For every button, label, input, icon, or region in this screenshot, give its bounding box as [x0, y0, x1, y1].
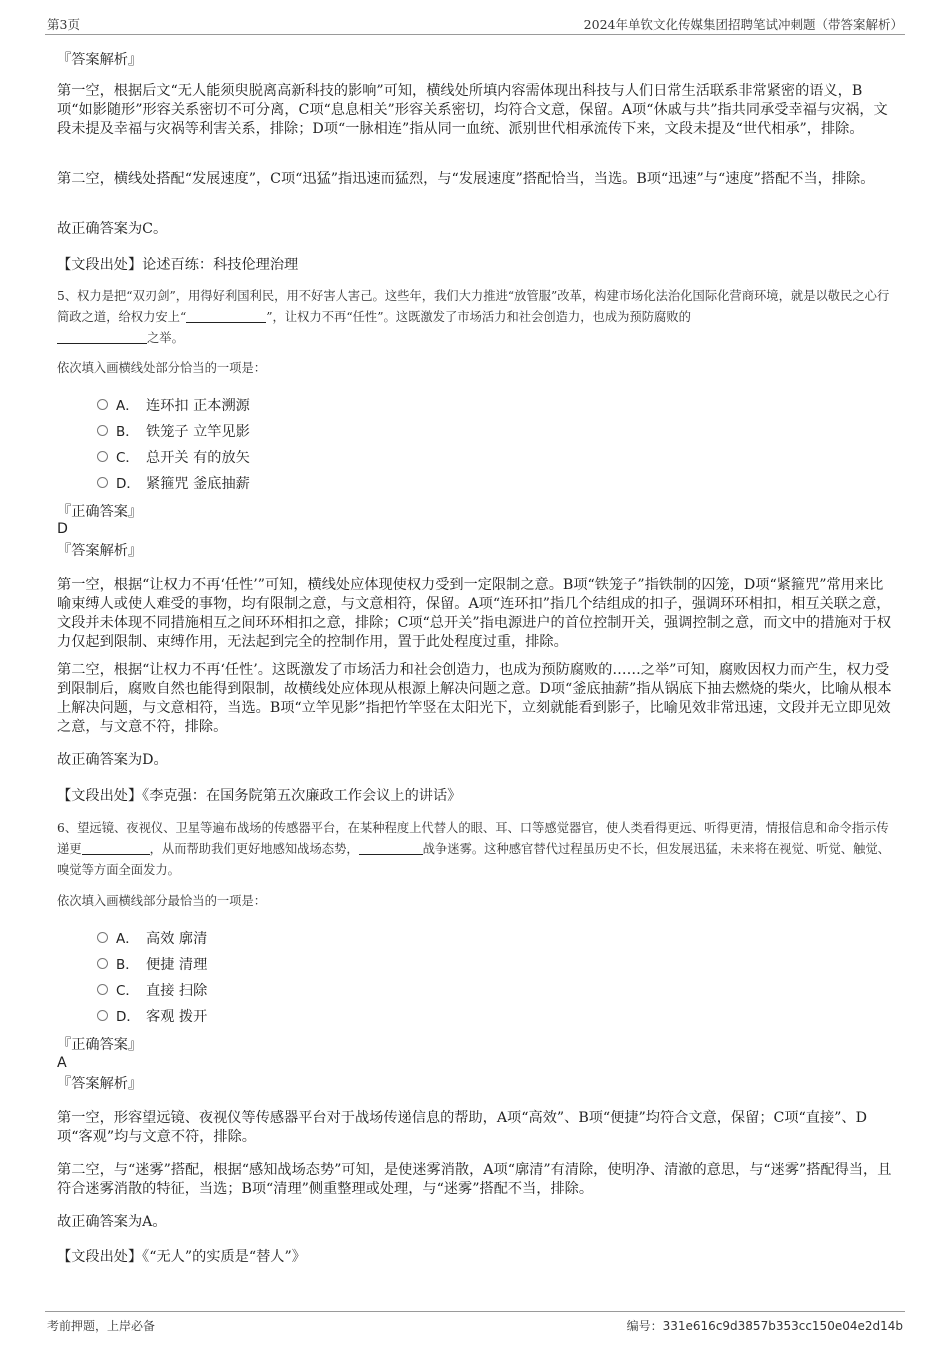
page-footer — [45, 1311, 905, 1340]
conclusion: 故正确答案为D。 — [57, 752, 168, 768]
analysis-para: 第一空，根据“让权力不再‘任性’”可知，横线处应体现使权力受到一定限制之意。B项“铁笼子”指铁制的囚笼，D项“紧箍咒”常用来比喻束缚人或使人难受的事物，均有限制之意，与文意相符，保留。A项“连环扣”指几个结组成的扣子，强调环环相扣，相互关联之意，文段并未体现不同措施相互之间环环相扣之意，排除；C项“总开关”指电源进户的首位控制开关，强调控制之意，而文中的措施对于权力仅起到限制、束缚作用，无法起到完全的控制作用，置于此处程度过重，排除。 — [57, 577, 892, 650]
analysis-para: 第二空，横线处搭配“发展速度”，C项“迅猛”指迅速而猛烈，与“发展速度”搭配恰当，当选。B项“迅速”与“速度”搭配不当，排除。 — [57, 171, 875, 187]
radio-icon[interactable] — [97, 1010, 108, 1021]
analysis-para: 第一空，形容望远镜、夜视仪等传感器平台对于战场传递信息的帮助，A项“高效”、B项“便捷”均符合文意，保留；C项“直接”、D项“客观”均与文意不符，排除。 — [57, 1110, 867, 1145]
analysis-label: 『答案解析』 — [57, 52, 143, 68]
page-header — [45, 14, 905, 35]
option-d[interactable]: D． 紧箍咒 釜底抽薪 — [97, 475, 250, 494]
option-b[interactable]: B． 便捷 清理 — [97, 956, 207, 975]
correct-answer: D — [57, 521, 68, 537]
radio-icon[interactable] — [97, 984, 108, 995]
answer-blank — [82, 840, 150, 855]
radio-icon[interactable] — [97, 451, 108, 462]
answer-blank — [186, 308, 266, 323]
correct-answer: A — [57, 1055, 67, 1071]
source-citation: 【文段出处】《“无人”的实质是“替人”》 — [57, 1249, 306, 1265]
source-citation: 【文段出处】论述百练：科技伦理治理 — [57, 257, 299, 273]
option-b[interactable]: B． 铁笼子 立竿见影 — [97, 423, 250, 442]
option-d[interactable]: D． 客观 拨开 — [97, 1008, 207, 1027]
option-c[interactable]: C． 总开关 有的放矢 — [97, 449, 250, 468]
option-a[interactable]: A． 连环扣 正本溯源 — [97, 397, 250, 416]
question-stem: 6、望远镜、夜视仪、卫星等遍布战场的传感器平台，在某种程度上代替人的眼、耳、口等感觉器官，使人类看得更远、听得更清，情报信息和命令指示传递更 ，从而帮助我们更好地感知战场态势， 战争迷雾。这种感官替代过程虽历史不长，但发展迅猛，未来将在视觉、听觉、触觉、嗅觉等方面全面发力。 — [57, 821, 890, 877]
question-stem: 5、权力是把“双刃剑”，用得好利国利民，用不好害人害己。这些年，我们大力推进“放管服”改革，构建市场化法治化国际化营商环境，就是以敬民之心行简政之道，给权力安上“ ”，让权力不再“任性”。这既激发了市场活力和社会创造力，也成为预防腐败的 之举。 — [57, 289, 890, 345]
page-number: 第3页 — [47, 17, 80, 32]
option-c[interactable]: C． 直接 扫除 — [97, 982, 207, 1001]
conclusion: 故正确答案为A。 — [57, 1214, 167, 1230]
source-citation: 【文段出处】《李克强：在国务院第五次廉政工作会议上的讲话》 — [57, 788, 462, 804]
conclusion: 故正确答案为C。 — [57, 221, 168, 237]
radio-icon[interactable] — [97, 932, 108, 943]
analysis-para: 第二空，与“迷雾”搭配，根据“感知战场态势”可知，是使迷雾消散，A项“廓清”有清除，使明净、清澈的意思，与“迷雾”搭配得当，且符合迷雾消散的特征，当选；B项“清理”侧重整理或处理，与“迷雾”搭配不当，排除。 — [57, 1162, 892, 1197]
analysis-label: 『答案解析』 — [57, 543, 143, 559]
analysis-para: 第二空，根据“让权力不再‘任性’。这既激发了市场活力和社会创造力，也成为预防腐败的……之举”可知，腐败因权力而产生，权力受到限制后，腐败自然也能得到限制，故横线处应体现从根源上解决问题之意。D项“釜底抽薪”指从锅底下抽去燃烧的柴火，比喻从根本上解决问题，与文意相符，当选。B项“立竿见影”指把竹竿竖在太阳光下，立刻就能看到影子，比喻见效非常迅速，文段并无立即见效之意，与文意不符，排除。 — [57, 662, 892, 735]
question-instruction: 依次填入画横线部分最恰当的一项是： — [57, 894, 267, 908]
radio-icon[interactable] — [97, 399, 108, 410]
option-a[interactable]: A． 高效 廓清 — [97, 930, 207, 949]
answer-blank — [57, 329, 147, 344]
radio-icon[interactable] — [97, 958, 108, 969]
document-title: 2024年单钦文化传媒集团招聘笔试冲刺题（带答案解析） — [583, 17, 903, 32]
question-instruction: 依次填入画横线处部分恰当的一项是： — [57, 361, 267, 375]
answer-blank — [359, 840, 423, 855]
radio-icon[interactable] — [97, 425, 108, 436]
document-code: 编号：331e616c9d3857b353cc150e04e2d14b — [626, 1319, 903, 1333]
radio-icon[interactable] — [97, 477, 108, 488]
footer-slogan: 考前押题，上岸必备 — [47, 1319, 156, 1333]
analysis-para: 第一空，根据后文“无人能须臾脱离高新科技的影响”可知，横线处所填内容需体现出科技与人们日常生活联系非常紧密的语义，B项“如影随形”形容关系密切不可分离，C项“息息相关”形容关系密切，均符合文意，保留。A项“休戚与共”指共同承受幸福与灾祸，文段未提及幸福与灾祸等利害关系，排除；D项“一脉相连”指从同一血统、派别世代相承流传下来，文段未提及“世代相承”，排除。 — [57, 83, 888, 137]
correct-answer-label: 『正确答案』 — [57, 504, 143, 520]
correct-answer-label: 『正确答案』 — [57, 1037, 143, 1053]
analysis-label: 『答案解析』 — [57, 1076, 143, 1092]
